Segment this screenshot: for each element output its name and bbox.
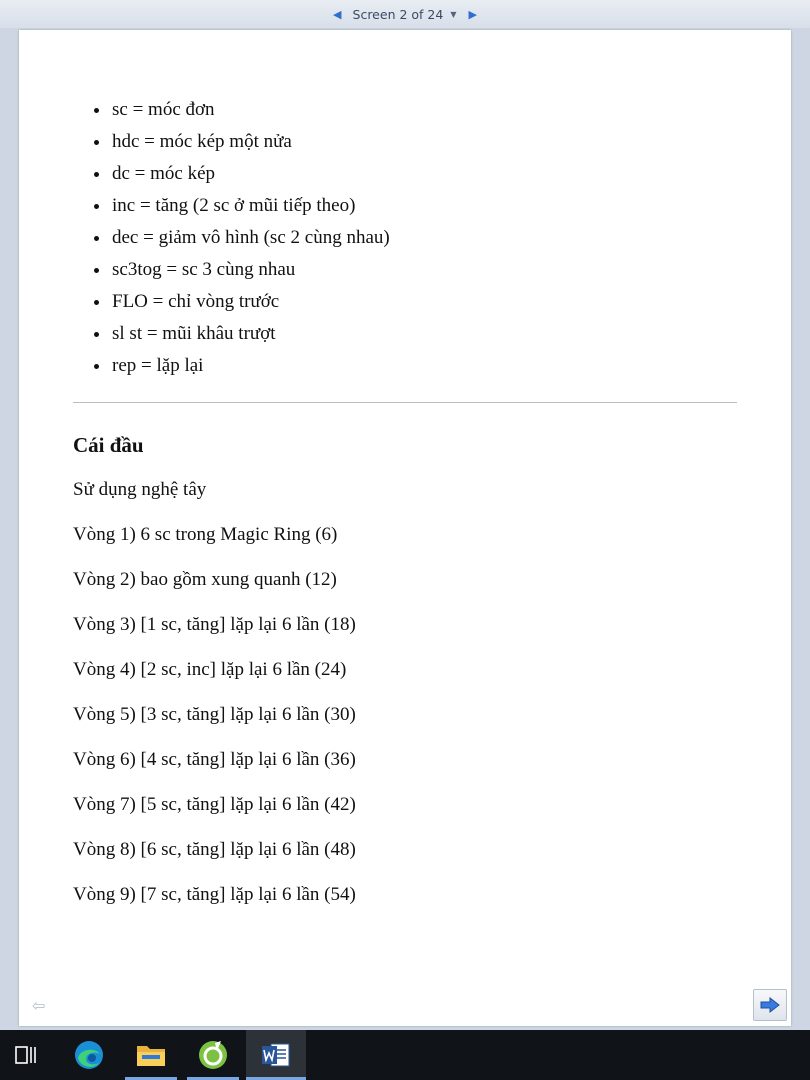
- screen-indicator[interactable]: Screen 2 of 24: [352, 6, 444, 22]
- round-paragraph: Vòng 9) [7 sc, tăng] lặp lại 6 lần (54): [73, 884, 356, 905]
- round-paragraph: Vòng 3) [1 sc, tăng] lặp lại 6 lần (18): [73, 614, 356, 635]
- document-content: [73, 94, 737, 909]
- reading-toolbar: [0, 0, 810, 28]
- list-item: • dc = móc kép: [111, 158, 737, 190]
- round-paragraph: Vòng 4) [2 sc, inc] lặp lại 6 lần (24): [73, 659, 347, 680]
- app-button[interactable]: [187, 1030, 239, 1080]
- list-item: • rep = lặp lại: [111, 350, 737, 382]
- round-paragraph: Vòng 2) bao gồm xung quanh (12): [73, 569, 337, 590]
- chevron-down-icon[interactable]: ▼: [450, 9, 457, 19]
- list-item: • sc3tog = sc 3 cùng nhau: [111, 254, 737, 286]
- list-item: • sc = móc đơn: [111, 94, 737, 126]
- rounds-list: [73, 520, 737, 909]
- list-item: • hdc = móc kép một nửa: [111, 126, 737, 158]
- round-paragraph: Vòng 1) 6 sc trong Magic Ring (6): [73, 524, 338, 545]
- word-icon: [261, 1041, 291, 1069]
- intro-paragraph: Sử dụng nghệ tây: [73, 479, 207, 500]
- arrow-right-icon: [760, 997, 780, 1013]
- round-paragraph: Vòng 7) [5 sc, tăng] lặp lại 6 lần (42): [73, 794, 356, 815]
- previous-screen-icon[interactable]: ◀: [333, 7, 342, 21]
- task-view-icon: [15, 1045, 37, 1065]
- list-item: • sl st = mũi khâu trượt: [111, 318, 737, 350]
- taskbar: [0, 1030, 810, 1080]
- next-page-button[interactable]: [753, 989, 787, 1021]
- word-button[interactable]: [246, 1030, 306, 1080]
- file-explorer-button[interactable]: [125, 1030, 177, 1080]
- file-explorer-icon: [136, 1042, 166, 1068]
- previous-page-icon[interactable]: ⇦: [32, 998, 46, 1015]
- app-icon: [197, 1039, 229, 1071]
- section-heading: Cái đầu: [73, 433, 144, 457]
- divider: [73, 402, 737, 403]
- round-paragraph: Vòng 6) [4 sc, tăng] lặp lại 6 lần (36): [73, 749, 356, 770]
- round-paragraph: Vòng 5) [3 sc, tăng] lặp lại 6 lần (30): [73, 704, 356, 725]
- document-page: [19, 30, 791, 1026]
- task-view-button[interactable]: [0, 1030, 52, 1080]
- list-item: • inc = tăng (2 sc ở mũi tiếp theo): [111, 190, 737, 222]
- list-item: • FLO = chỉ vòng trước: [111, 286, 737, 318]
- round-paragraph: Vòng 8) [6 sc, tăng] lặp lại 6 lần (48): [73, 839, 356, 860]
- list-item: • dec = giảm vô hình (sc 2 cùng nhau): [111, 222, 737, 254]
- next-screen-icon[interactable]: ▶: [468, 7, 477, 21]
- abbreviation-list: [73, 94, 737, 382]
- edge-icon: [73, 1039, 105, 1071]
- edge-button[interactable]: [63, 1030, 115, 1080]
